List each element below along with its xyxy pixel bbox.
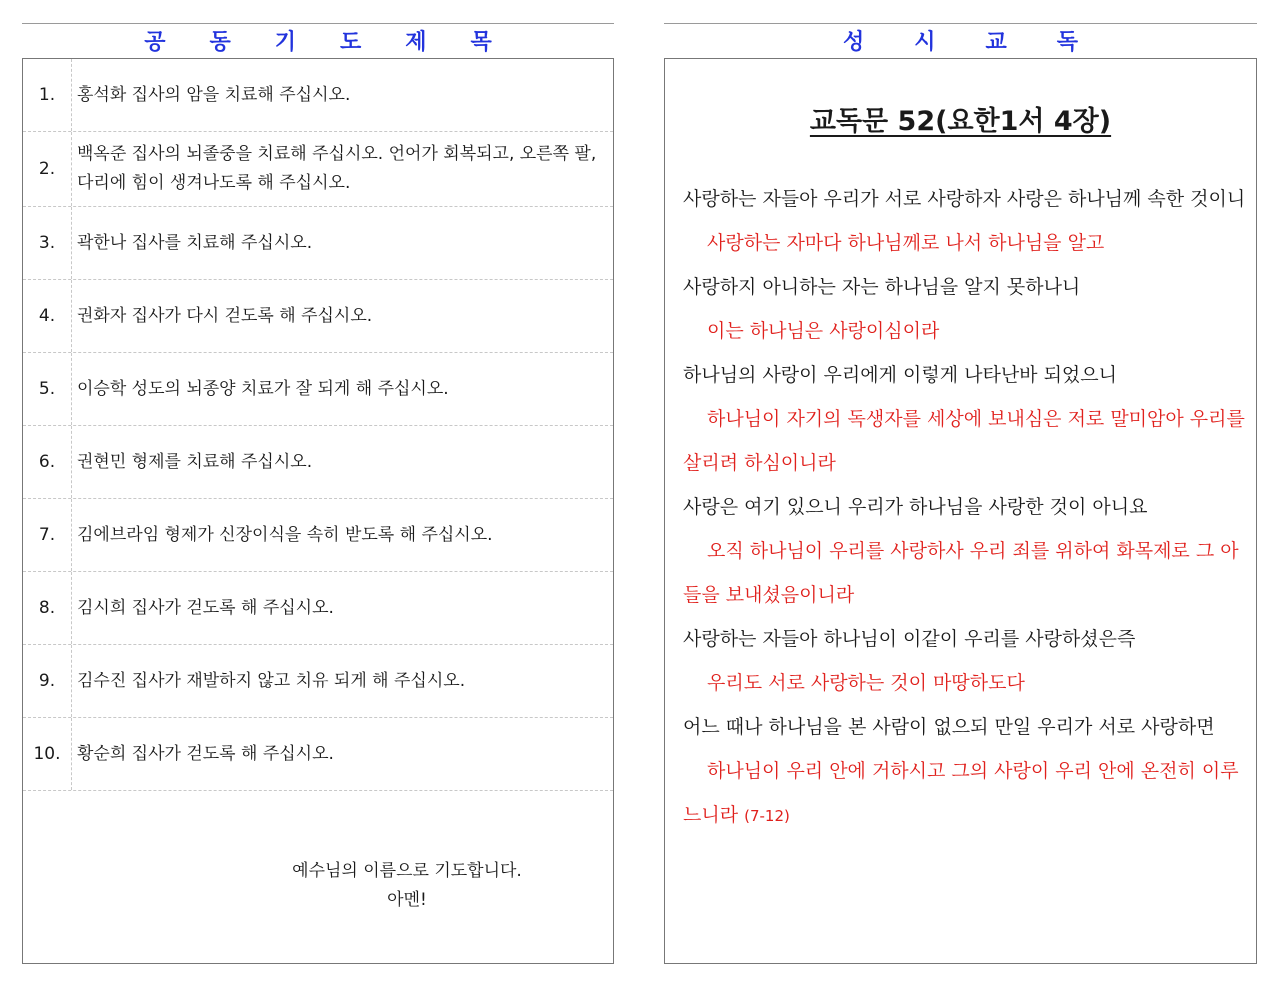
prayer-number: 4. [38, 306, 56, 326]
title-char: 공 [144, 29, 166, 55]
congregation-verse: 오직 하나님이 우리를 사랑하사 우리 죄를 위하여 화목제로 그 아들을 보내셨음이니라 [683, 540, 1239, 606]
title-char: 목 [470, 29, 492, 55]
prayer-text: 황순희 집사가 걷도록 해 주십시오. [77, 743, 334, 764]
prayer-list [23, 59, 613, 791]
column-divider [71, 280, 72, 352]
prayer-item [23, 132, 613, 207]
prayer-text: 김시희 집사가 걷도록 해 주십시오. [77, 597, 334, 618]
verse-text: 하나님이 우리 안에 거하시고 그의 사랑이 우리 안에 온전히 이루느니라 [683, 760, 1239, 826]
leader-verse: 어느 때나 하나님을 본 사람이 없으되 만일 우리가 서로 사랑하면 [683, 716, 1215, 738]
prayer-number: 6. [38, 452, 56, 472]
prayer-item [23, 499, 613, 572]
title-char: 성 [842, 29, 865, 55]
column-divider [71, 353, 72, 425]
prayer-number: 9. [38, 671, 56, 691]
responsive-reading-panel [664, 0, 1257, 966]
prayer-text: 김에브라임 형제가 신장이식을 속히 받도록 해 주십시오. [77, 524, 493, 545]
prayer-text: 권현민 형제를 치료해 주십시오. [77, 451, 313, 472]
title-char: 동 [209, 29, 231, 55]
title-char: 독 [1056, 29, 1079, 55]
reading-heading [665, 99, 1256, 138]
reading-section-title [664, 24, 1257, 56]
column-divider [71, 426, 72, 498]
congregation-verse: 하나님이 자기의 독생자를 세상에 보내심은 저로 말미암아 우리를 살리려 하심이니라 [683, 408, 1245, 474]
prayer-number: 2. [38, 159, 56, 179]
column-divider [71, 207, 72, 279]
prayer-item [23, 280, 613, 353]
column-divider [71, 132, 72, 206]
prayer-panel [22, 0, 614, 966]
verse-list [683, 177, 1252, 838]
prayer-box [22, 58, 614, 964]
column-divider [71, 718, 72, 790]
congregation-verse: 사랑하는 자마다 하나님께로 나서 하나님을 알고 [707, 232, 1105, 254]
leader-verse: 사랑하는 자들아 하나님이 이같이 우리를 사랑하셨은즉 [683, 628, 1136, 650]
congregation-verse: 이는 하나님은 사랑이심이라 [707, 320, 940, 342]
prayer-number: 10. [33, 744, 61, 764]
prayer-text: 이승학 성도의 뇌종양 치료가 잘 되게 해 주십시오. [77, 378, 449, 399]
verse-reference: (7-12) [744, 807, 790, 825]
leader-verse: 사랑하지 아니하는 자는 하나님을 알지 못하나니 [683, 276, 1081, 298]
prayer-text: 권화자 집사가 다시 걷도록 해 주십시오. [77, 305, 373, 326]
congregation-verse [683, 749, 1252, 838]
amen-line: 아멘! [387, 890, 427, 910]
leader-verse: 사랑은 여기 있으니 우리가 하나님을 사랑한 것이 아니요 [683, 496, 1148, 518]
prayer-item [23, 59, 613, 132]
title-char: 교 [985, 29, 1007, 55]
column-divider [71, 499, 72, 571]
leader-verse: 사랑하는 자들아 우리가 서로 사랑하자 사랑은 하나님께 속한 것이니 [683, 188, 1246, 210]
prayer-text: 백옥준 집사의 뇌졸중을 치료해 주십시오. 언어가 회복되고, 오른쪽 팔, 다리에 힘이 생겨나도록 해 주십시오. [77, 144, 597, 193]
prayer-text: 홍석화 집사의 암을 치료해 주십시오. [77, 84, 351, 105]
title-char: 도 [340, 29, 362, 55]
closing-prayer [275, 857, 539, 915]
column-divider [71, 645, 72, 717]
prayer-item [23, 207, 613, 280]
prayer-number: 1. [38, 85, 56, 105]
closing-line: 예수님의 이름으로 기도합니다. [292, 861, 522, 881]
column-divider [71, 59, 72, 131]
prayer-number: 7. [38, 525, 56, 545]
title-char: 제 [405, 29, 427, 55]
leader-verse: 하나님의 사랑이 우리에게 이렇게 나타난바 되었으니 [683, 364, 1117, 386]
prayer-text: 김수진 집사가 재발하지 않고 치유 되게 해 주십시오. [77, 670, 466, 691]
reading-box [664, 58, 1257, 964]
prayer-item [23, 426, 613, 499]
prayer-text: 곽한나 집사를 치료해 주십시오. [77, 232, 313, 253]
prayer-item [23, 572, 613, 645]
prayer-item [23, 353, 613, 426]
prayer-number: 5. [38, 379, 56, 399]
column-divider [71, 572, 72, 644]
prayer-number: 8. [38, 598, 56, 618]
congregation-verse: 우리도 서로 사랑하는 것이 마땅하도다 [707, 672, 1025, 694]
prayer-item [23, 645, 613, 718]
reading-heading-text: 교독문 52(요한1서 4장) [809, 106, 1112, 137]
prayer-number: 3. [38, 233, 56, 253]
title-char: 시 [914, 29, 936, 55]
prayer-item [23, 718, 613, 791]
title-char: 기 [274, 29, 296, 55]
prayer-section-title [22, 24, 614, 56]
